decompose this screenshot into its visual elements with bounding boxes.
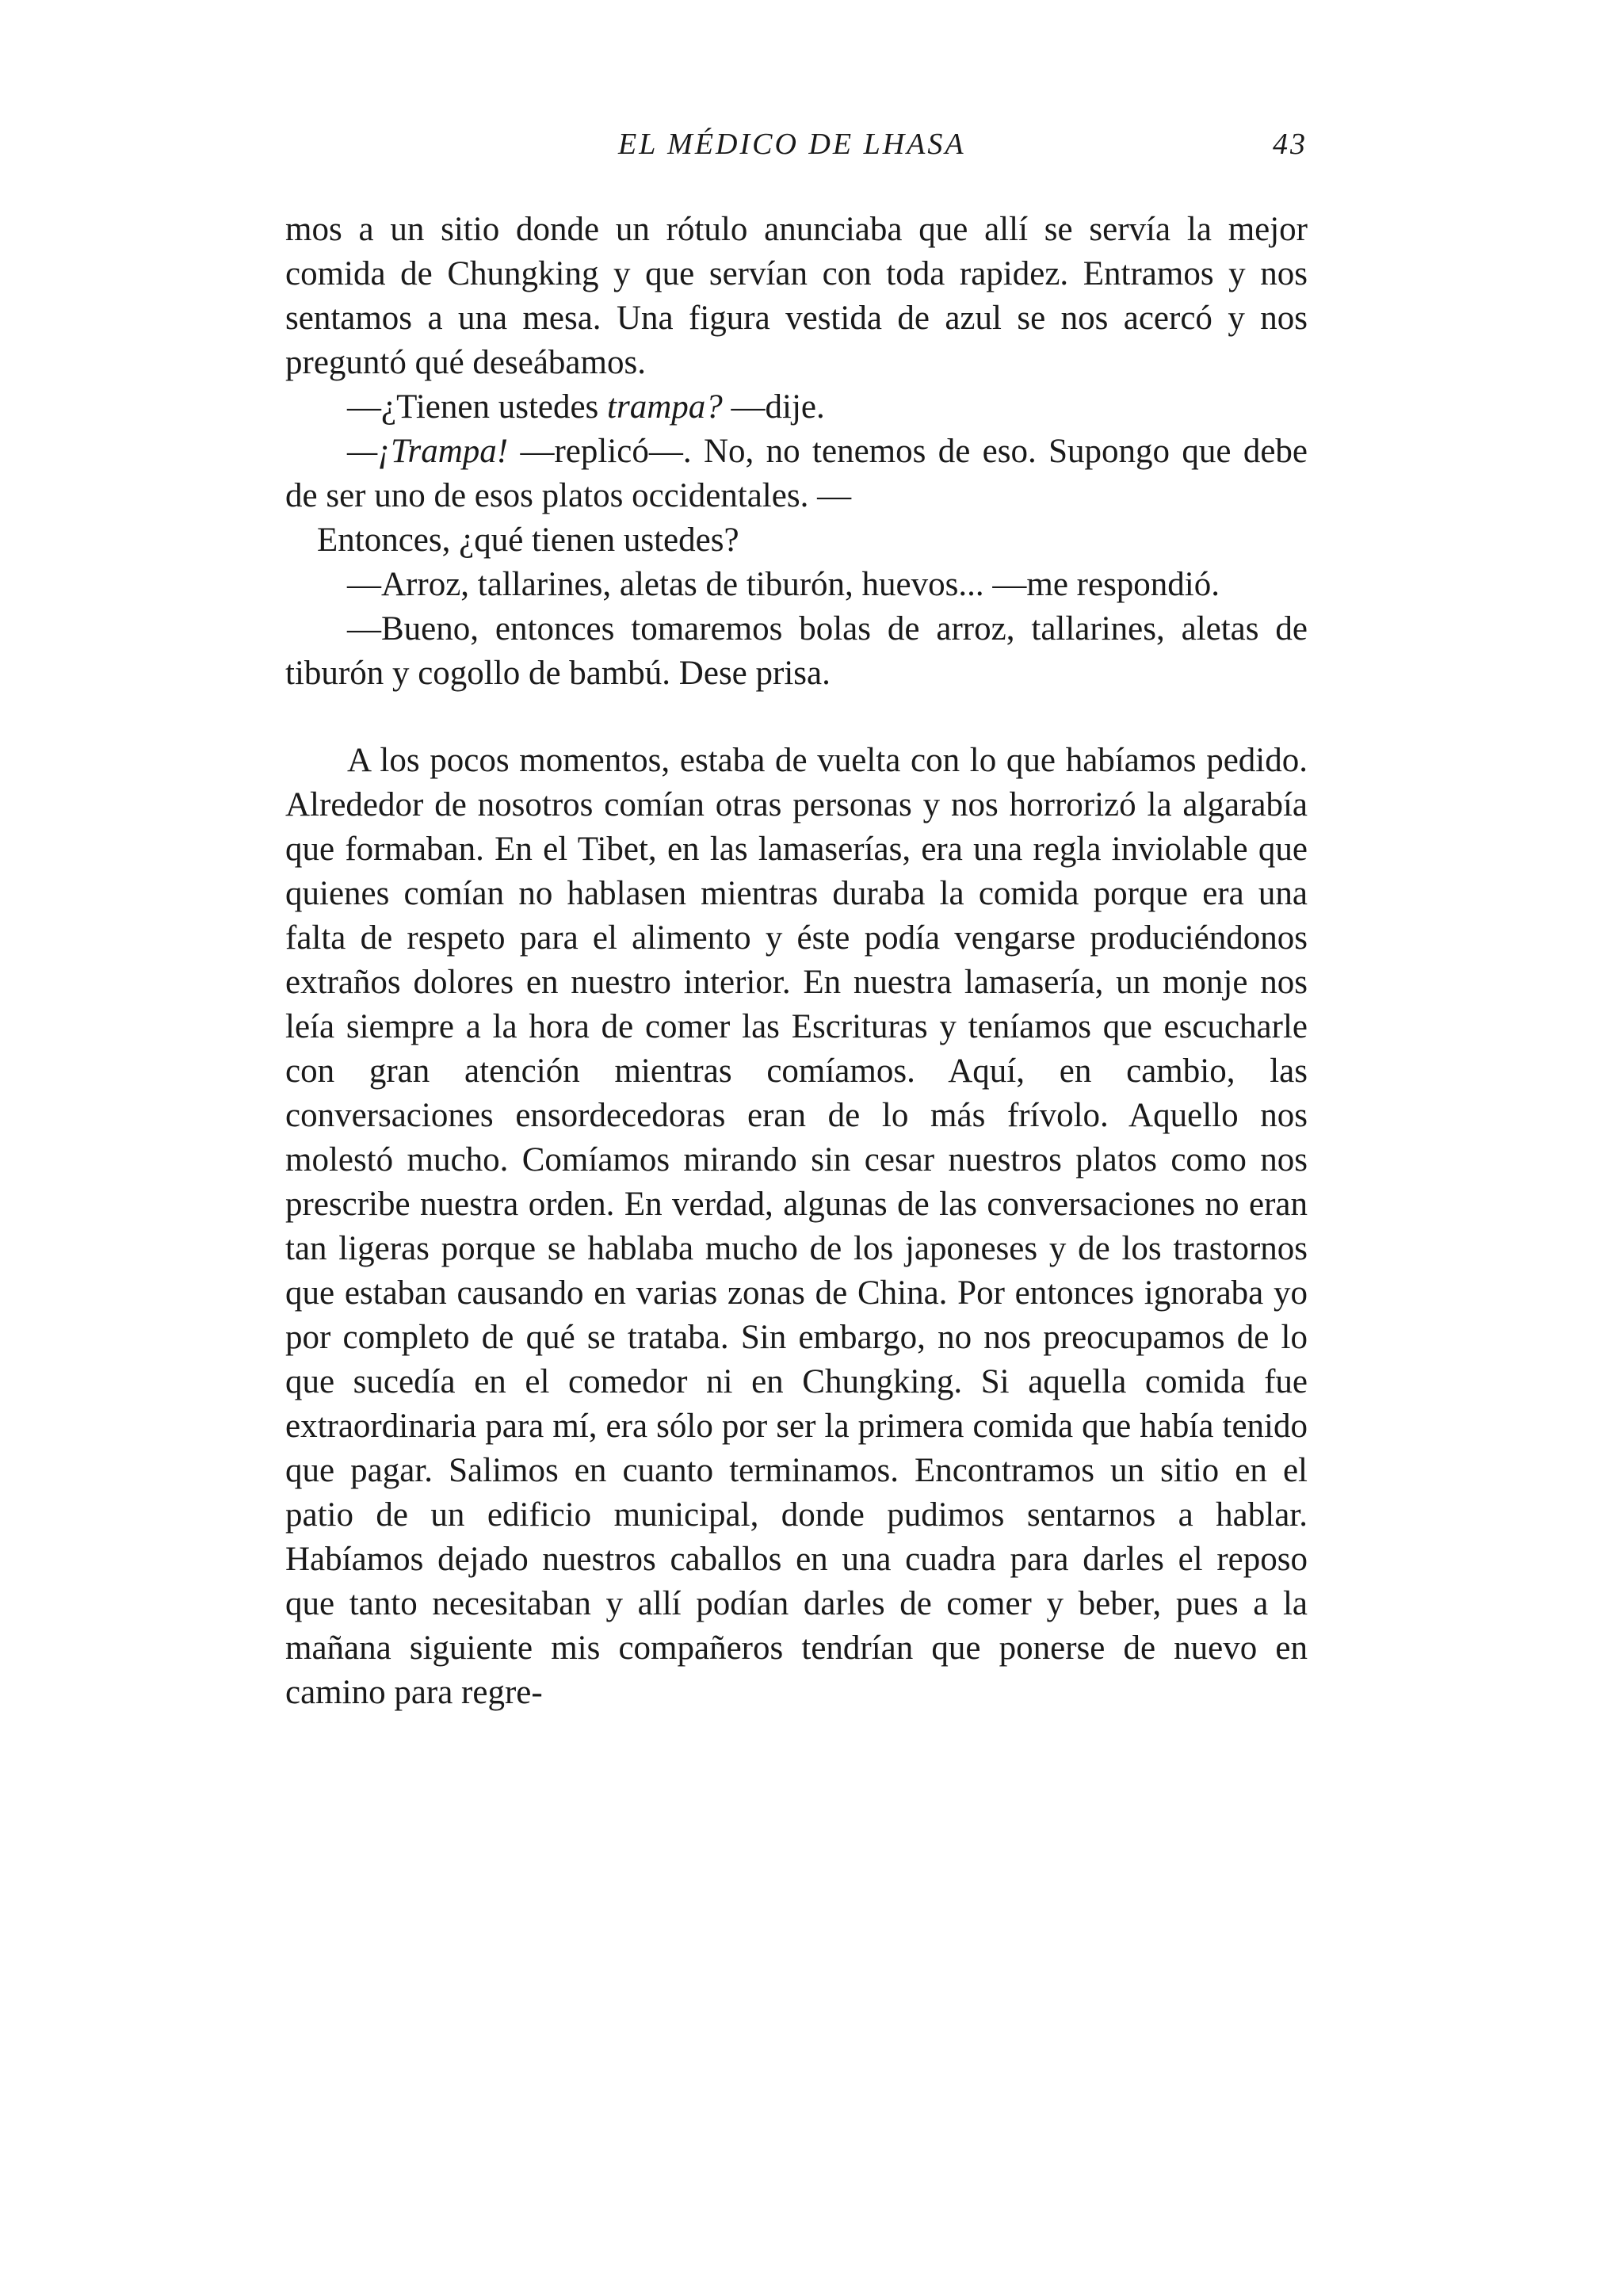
dialogue-text: —¿Tienen ustedes [347, 388, 608, 426]
page-number: 43 [1273, 128, 1308, 161]
running-title: EL MÉDICO DE LHASA [618, 128, 966, 161]
dialogue-line: —Bueno, entonces tomaremos bolas de arroz, tallarines, aletas de tiburón y cogollo de bambú. Dese prisa. [285, 610, 1308, 692]
dialogue-line [285, 385, 1308, 430]
dialogue-line [285, 430, 1308, 518]
dialogue-text: —dije. [722, 388, 825, 426]
dialogue-line: Entonces, ¿qué tienen ustedes? [317, 521, 739, 559]
running-head [285, 127, 1308, 166]
italic-word: —¡Trampa! [347, 433, 509, 470]
dialogue-line: —Arroz, tallarines, aletas de tiburón, huevos... —me respondió. [347, 566, 1220, 603]
body-text [285, 208, 1308, 1715]
paragraph-continuation: mos a un sitio donde un rótulo anunciaba que allí se servía la mejor comida de Chungking y que servían con toda rapidez. Entramos y nos sentamos a una mesa. Una figura vestida de azul se nos acercó y nos preguntó qué deseábamos. [285, 211, 1308, 381]
italic-word: trampa? [607, 388, 723, 426]
dialogue-text: —replicó—. No, no tenemos de eso. Supongo que debe de ser uno de esos platos occidentales. — [285, 433, 1308, 514]
paragraph: A los pocos momentos, estaba de vuelta con lo que habíamos pedido. Alrededor de nosotros comían otras personas y nos horrorizó la algarabía que formaban. En el Tibet, en las lamaserías, era una regla inviolable que quienes comían no hablasen mientras duraba la comida porque era una falta de respeto para el alimento y éste podía vengarse produciéndonos extraños dolores en nuestro interior. En nuestra lamasería, un monje nos leía siempre a la hora de comer las Escrituras y teníamos que escucharle con gran atención mientras comíamos. Aquí, en cambio, las conversaciones ensordecedoras eran de lo más frívolo. Aquello nos molestó mucho. Comíamos mirando sin cesar nuestros platos como nos prescribe nuestra orden. En verdad, algunas de las conversaciones no eran tan ligeras porque se hablaba mucho de los japoneses y de los trastornos que estaban causando en varias zonas de China. Por entonces ignoraba yo por completo de qué se trataba. Sin embargo, no nos preocupamos de lo que sucedía en el comedor ni en Chungking. Si aquella comida fue extraordinaria para mí, era sólo por ser la primera comida que había tenido que pagar. Salimos en cuanto terminamos. Encontramos un sitio en el patio de un edificio municipal, donde pudimos sentarnos a hablar. Habíamos dejado nuestros caballos en una cuadra para darles el reposo que tanto necesitaban y allí podían darles de comer y beber, pues a la mañana siguiente mis compañeros tendrían que ponerse de nuevo en camino para regre- [285, 742, 1308, 1711]
